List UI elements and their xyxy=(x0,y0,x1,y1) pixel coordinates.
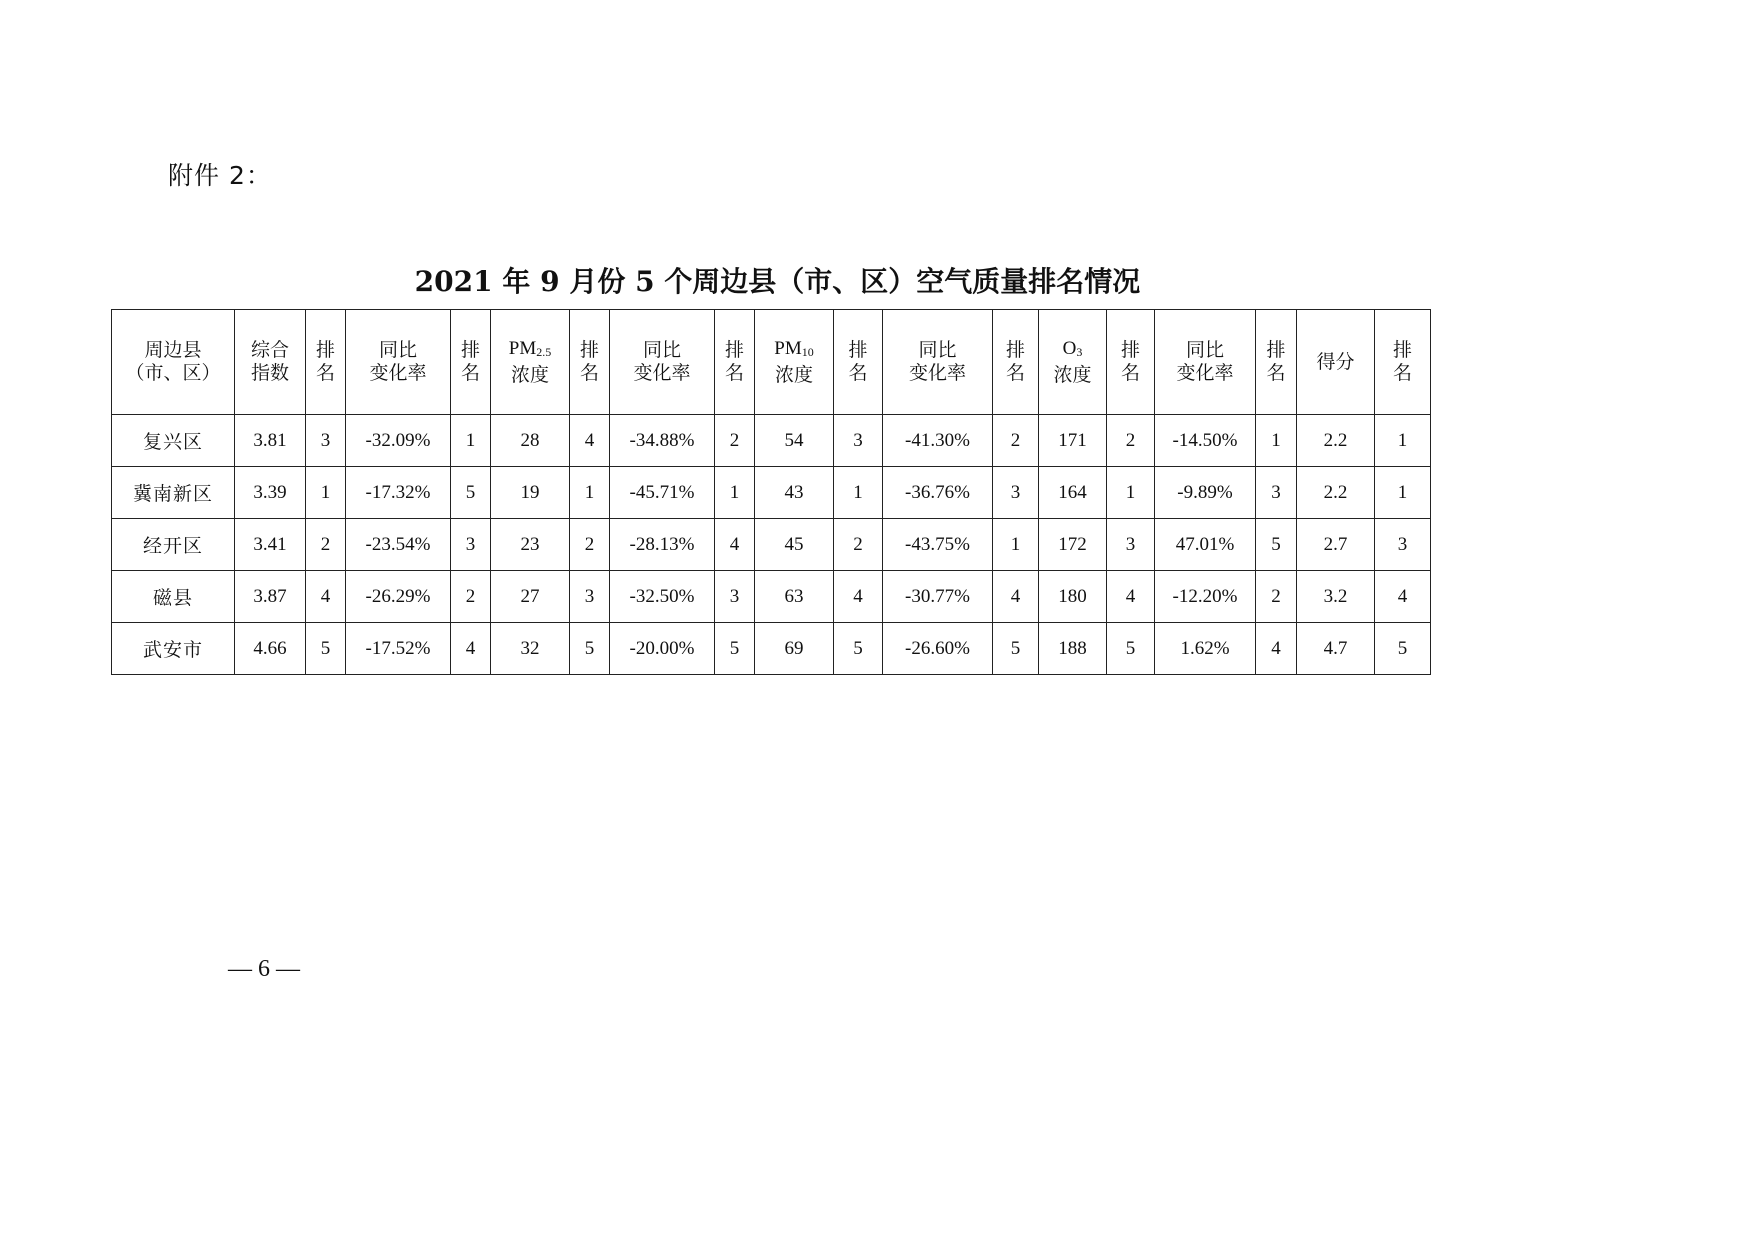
table-cell: 1 xyxy=(1375,467,1431,519)
table-cell: 69 xyxy=(755,623,834,675)
table-cell: -26.29% xyxy=(346,571,451,623)
table-cell: -14.50% xyxy=(1155,415,1256,467)
table-cell: 1 xyxy=(993,519,1039,571)
table-cell: 3 xyxy=(306,415,346,467)
table-cell: 2 xyxy=(306,519,346,571)
table-cell: 2.7 xyxy=(1297,519,1375,571)
table-cell: 4 xyxy=(834,571,883,623)
table-cell: 4.7 xyxy=(1297,623,1375,675)
table-cell: 4 xyxy=(715,519,755,571)
table-cell: 3 xyxy=(1256,467,1297,519)
table-cell: 3.39 xyxy=(235,467,306,519)
table-row xyxy=(112,571,1431,623)
table-cell: 54 xyxy=(755,415,834,467)
table-cell: 1 xyxy=(306,467,346,519)
table-cell: 4 xyxy=(1256,623,1297,675)
table-cell: 19 xyxy=(491,467,570,519)
county-name-cell: 复兴区 xyxy=(112,415,235,467)
table-cell: 1.62% xyxy=(1155,623,1256,675)
table-cell: 2.2 xyxy=(1297,467,1375,519)
table-cell: 5 xyxy=(834,623,883,675)
table-cell: 3 xyxy=(451,519,491,571)
table-row xyxy=(112,415,1431,467)
table-row xyxy=(112,519,1431,571)
table-cell: 4 xyxy=(993,571,1039,623)
header-row xyxy=(112,310,1431,415)
header-county: 周边县 （市、区） xyxy=(112,310,235,415)
table-cell: 3 xyxy=(1107,519,1155,571)
table-cell: 1 xyxy=(1375,415,1431,467)
table-cell: -20.00% xyxy=(610,623,715,675)
table-cell: 3 xyxy=(993,467,1039,519)
document-title: 2021 年 9 月份 5 个周边县（市、区）空气质量排名情况 xyxy=(414,265,1141,298)
table-cell: 188 xyxy=(1039,623,1107,675)
table-cell: -12.20% xyxy=(1155,571,1256,623)
table-cell: 28 xyxy=(491,415,570,467)
county-name-cell: 冀南新区 xyxy=(112,467,235,519)
table-cell: -32.09% xyxy=(346,415,451,467)
table-cell: -34.88% xyxy=(610,415,715,467)
table-cell: -28.13% xyxy=(610,519,715,571)
header-pm10-concentration: $PM_{10}$ 浓度 xyxy=(755,310,834,415)
table-cell: -9.89% xyxy=(1155,467,1256,519)
table-cell: 2 xyxy=(1107,415,1155,467)
table-cell: 4.66 xyxy=(235,623,306,675)
table-cell: 164 xyxy=(1039,467,1107,519)
header-rank: 排 名 xyxy=(451,310,491,415)
table-cell: 4 xyxy=(306,571,346,623)
table-cell: 1 xyxy=(715,467,755,519)
header-composite-index: 综合 指数 xyxy=(235,310,306,415)
table-cell: -32.50% xyxy=(610,571,715,623)
table-cell: 2 xyxy=(451,571,491,623)
header-rank: 排 名 xyxy=(993,310,1039,415)
table-cell: 1 xyxy=(1107,467,1155,519)
table-cell: 43 xyxy=(755,467,834,519)
table-cell: 3 xyxy=(1375,519,1431,571)
table-cell: 5 xyxy=(1375,623,1431,675)
table-cell: 1 xyxy=(1256,415,1297,467)
header-rank: 排 名 xyxy=(715,310,755,415)
header-yoy-change: 同比 变化率 xyxy=(346,310,451,415)
table-cell: 27 xyxy=(491,571,570,623)
table-cell: 3 xyxy=(715,571,755,623)
table-cell: 63 xyxy=(755,571,834,623)
table-cell: -41.30% xyxy=(883,415,993,467)
header-rank: 排 名 xyxy=(306,310,346,415)
table-cell: 2 xyxy=(1256,571,1297,623)
table-cell: 5 xyxy=(1256,519,1297,571)
header-pm25-concentration: $PM_{2.5}$ 浓度 xyxy=(491,310,570,415)
air-quality-ranking-table xyxy=(111,309,1431,675)
table-cell: 180 xyxy=(1039,571,1107,623)
table-cell: 3.41 xyxy=(235,519,306,571)
table-cell: 23 xyxy=(491,519,570,571)
header-yoy-change: 同比 变化率 xyxy=(883,310,993,415)
header-o3-concentration: $O_3$ 浓度 xyxy=(1039,310,1107,415)
county-name-cell: 经开区 xyxy=(112,519,235,571)
table-cell: -45.71% xyxy=(610,467,715,519)
table-cell: -30.77% xyxy=(883,571,993,623)
table-cell: 1 xyxy=(451,415,491,467)
table-cell: -23.54% xyxy=(346,519,451,571)
table-cell: 3.81 xyxy=(235,415,306,467)
header-yoy-change: 同比 变化率 xyxy=(610,310,715,415)
table-cell: 2.2 xyxy=(1297,415,1375,467)
table-cell: 4 xyxy=(451,623,491,675)
table-cell: 5 xyxy=(570,623,610,675)
table-cell: 5 xyxy=(451,467,491,519)
table-cell: 5 xyxy=(715,623,755,675)
page-number: — 6 — xyxy=(228,956,300,982)
header-rank: 排 名 xyxy=(1375,310,1431,415)
table-cell: 3 xyxy=(834,415,883,467)
table-cell: 4 xyxy=(570,415,610,467)
county-name-cell: 磁县 xyxy=(112,571,235,623)
table-cell: 5 xyxy=(993,623,1039,675)
table-cell: -17.32% xyxy=(346,467,451,519)
table-cell: -36.76% xyxy=(883,467,993,519)
table-row xyxy=(112,623,1431,675)
header-score: 得分 xyxy=(1297,310,1375,415)
table-cell: 171 xyxy=(1039,415,1107,467)
table-cell: -17.52% xyxy=(346,623,451,675)
table-cell: 1 xyxy=(570,467,610,519)
header-rank: 排 名 xyxy=(834,310,883,415)
table-cell: 4 xyxy=(1375,571,1431,623)
table-cell: 3.2 xyxy=(1297,571,1375,623)
table-cell: 5 xyxy=(1107,623,1155,675)
table-cell: 45 xyxy=(755,519,834,571)
table-cell: 47.01% xyxy=(1155,519,1256,571)
table-cell: 2 xyxy=(570,519,610,571)
attachment-label: 附件 2： xyxy=(168,161,272,190)
table-cell: 4 xyxy=(1107,571,1155,623)
table-cell: 3 xyxy=(570,571,610,623)
header-yoy-change: 同比 变化率 xyxy=(1155,310,1256,415)
table-cell: 2 xyxy=(834,519,883,571)
table-cell: -43.75% xyxy=(883,519,993,571)
county-name-cell: 武安市 xyxy=(112,623,235,675)
table-cell: 3.87 xyxy=(235,571,306,623)
table-cell: 5 xyxy=(306,623,346,675)
table-cell: 32 xyxy=(491,623,570,675)
header-rank: 排 名 xyxy=(570,310,610,415)
table-cell: 2 xyxy=(993,415,1039,467)
table-cell: 172 xyxy=(1039,519,1107,571)
table-cell: 2 xyxy=(715,415,755,467)
header-rank: 排 名 xyxy=(1256,310,1297,415)
table-cell: 1 xyxy=(834,467,883,519)
table-row xyxy=(112,467,1431,519)
table-body xyxy=(112,415,1431,675)
table-cell: -26.60% xyxy=(883,623,993,675)
header-rank: 排 名 xyxy=(1107,310,1155,415)
